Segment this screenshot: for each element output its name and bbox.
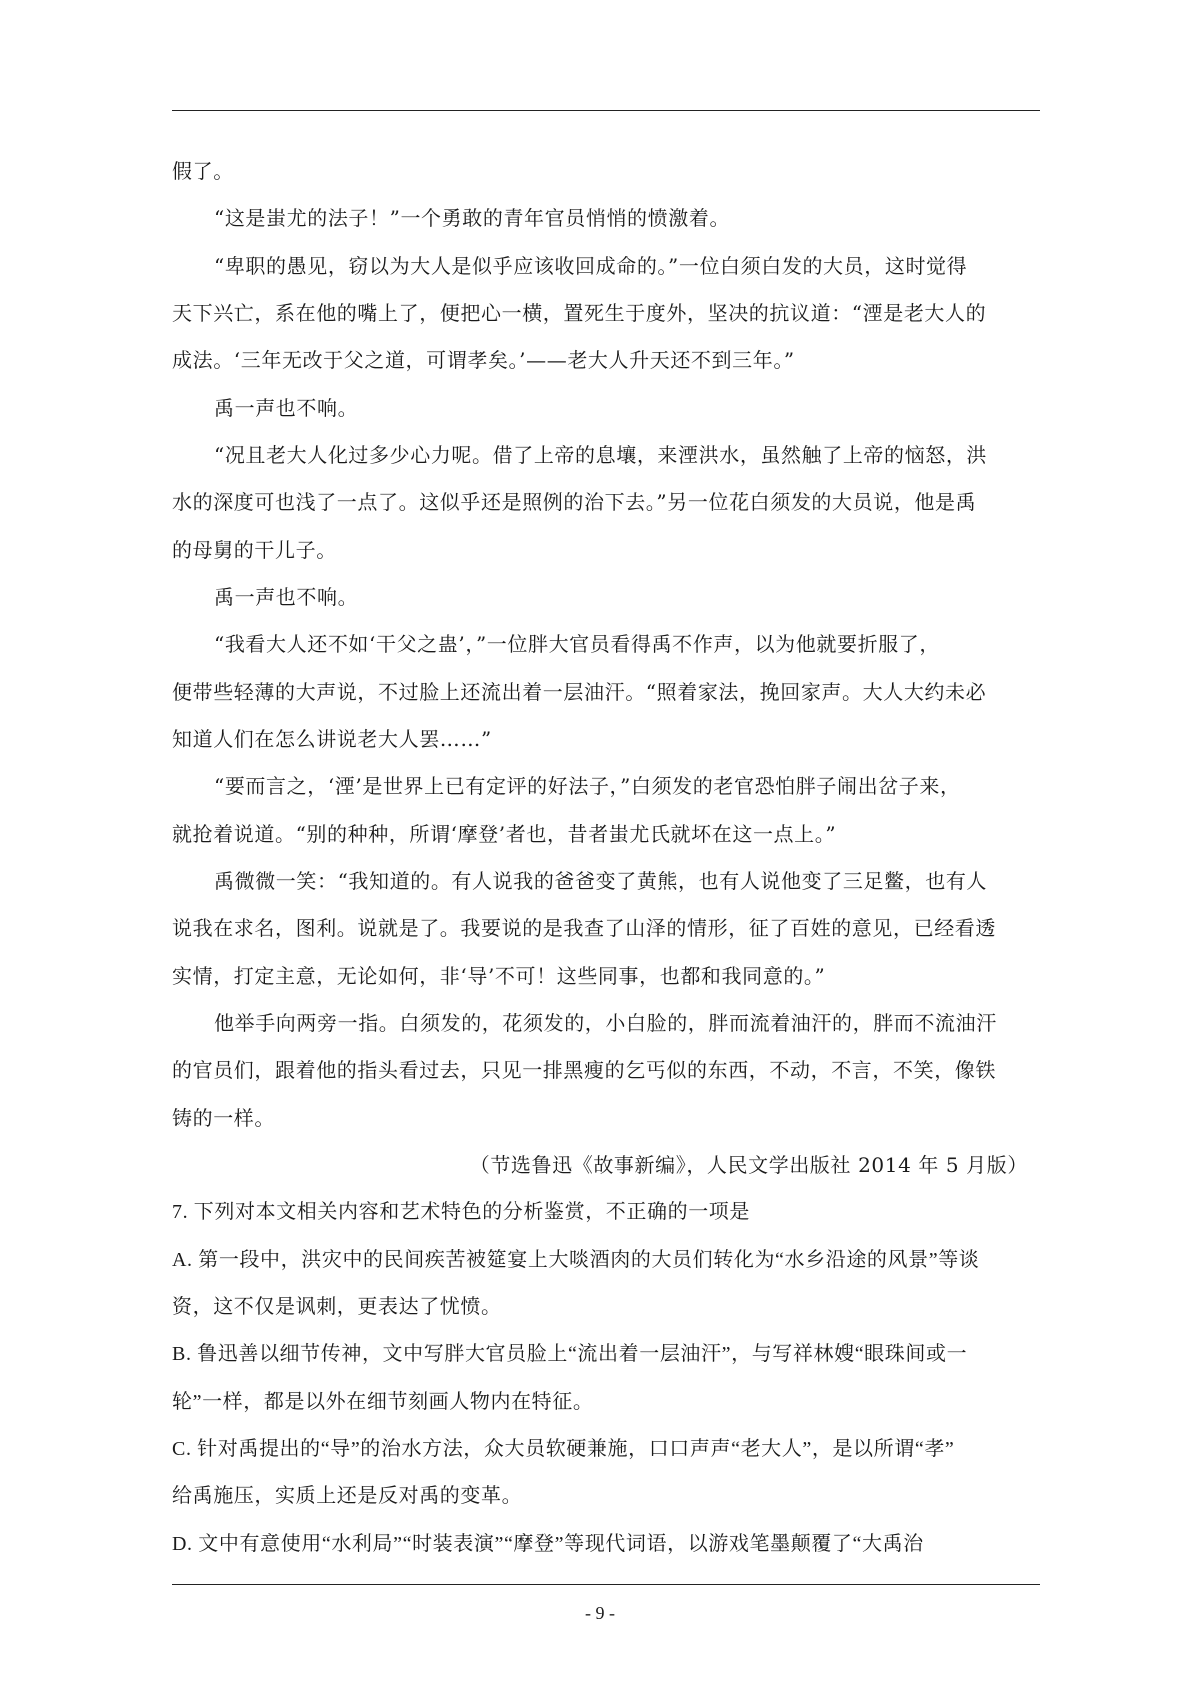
passage-line: “况且老大人化过多少心力呢。借了上帝的息壤，来湮洪水，虽然触了上帝的恼怒，洪 (214, 443, 988, 467)
passage-source: （节选鲁迅《故事新编》，人民文学出版社 2014 年 5 月版） (469, 1153, 1028, 1177)
passage-line: 天下兴亡，系在他的嘴上了，便把心一横，置死生于度外，坚决的抗议道：“湮是老大人的 (172, 301, 987, 325)
option-a-line1: A. 第一段中，洪灾中的民间疾苦被筵宴上大啖酒肉的大员们转化为“水乡沿途的风景”等谈 (172, 1249, 980, 1271)
passage-line: 就抢着说道。“别的种种，所谓‘摩登’者也，昔者蚩尤氏就坏在这一点上。” (172, 822, 837, 846)
passage-line: “要而言之，‘湮’是世界上已有定评的好法子，”白须发的老官恐怕胖子闹出岔子来， (214, 774, 961, 798)
option-b-line2: 轮”一样，都是以外在细节刻画人物内在特征。 (172, 1391, 594, 1413)
passage-line: 的母舅的干儿子。 (172, 538, 337, 562)
passage-line: 禹一声也不响。 (214, 396, 359, 420)
footer-rule (172, 1584, 1040, 1585)
passage-line: 他举手向两旁一指。白须发的，花须发的，小白脸的，胖而流着油汗的，胖而不流油汗 (214, 1011, 997, 1035)
passage-line: 成法。‘三年无改于父之道，可谓孝矣。’——老大人升天还不到三年。” (172, 348, 795, 372)
passage-line: 禹微微一笑：“我知道的。有人说我的爸爸变了黄熊，也有人说他变了三足鳖，也有人 (214, 869, 988, 893)
passage-line: 的官员们，跟着他的指头看过去，只见一排黑瘦的乞丐似的东西，不动，不言，不笑，像铁 (172, 1058, 996, 1082)
passage-line: 假了。 (172, 159, 234, 183)
passage-line: 便带些轻薄的大声说，不过脸上还流出着一层油汗。“照着家法，挽回家声。大人大约未必 (172, 680, 987, 704)
passage-line: 水的深度可也浅了一点了。这似乎还是照例的治下去。”另一位花白须发的大员说，他是禹 (172, 490, 977, 514)
option-b-line1: B. 鲁迅善以细节传神，文中写胖大官员脸上“流出着一层油汗”，与写祥林嫂“眼珠间或一 (172, 1343, 968, 1365)
passage-line: “这是蚩尤的法子！”一个勇敢的青年官员悄悄的愤激着。 (214, 206, 731, 230)
option-c-line1: C. 针对禹提出的“导”的治水方法，众大员软硬兼施，口口声声“老大人”，是以所谓“孝” (172, 1438, 955, 1460)
passage-line: “我看大人还不如‘干父之蛊’，”一位胖大官员看得禹不作声，以为他就要折服了， (214, 632, 940, 656)
passage-line: 铸的一样。 (172, 1106, 275, 1130)
question-stem: 7. 下列对本文相关内容和艺术特色的分析鉴赏，不正确的一项是 (172, 1201, 750, 1223)
header-rule (172, 110, 1040, 111)
page-number: - 9 - (585, 1603, 615, 1623)
option-a-line2: 资，这不仅是讽刺，更表达了忧愤。 (172, 1296, 502, 1318)
option-c-line2: 给禹施压，实质上还是反对禹的变革。 (172, 1485, 523, 1507)
passage-line: 禹一声也不响。 (214, 585, 359, 609)
passage-line: 知道人们在怎么讲说老大人罢……” (172, 727, 492, 751)
option-d-line1: D. 文中有意使用“水利局”“时装表演”“摩登”等现代词语，以游戏笔墨颠覆了“大禹治 (172, 1533, 924, 1555)
passage-line: 说我在求名，图利。说就是了。我要说的是我查了山泽的情形，征了百姓的意见，已经看透 (172, 916, 996, 940)
passage-line: 实情，打定主意，无论如何，非‘导’不可！这些同事，也都和我同意的。” (172, 964, 826, 988)
passage-line: “卑职的愚见，窃以为大人是似乎应该收回成命的。”一位白须白发的大员，这时觉得 (214, 254, 968, 278)
